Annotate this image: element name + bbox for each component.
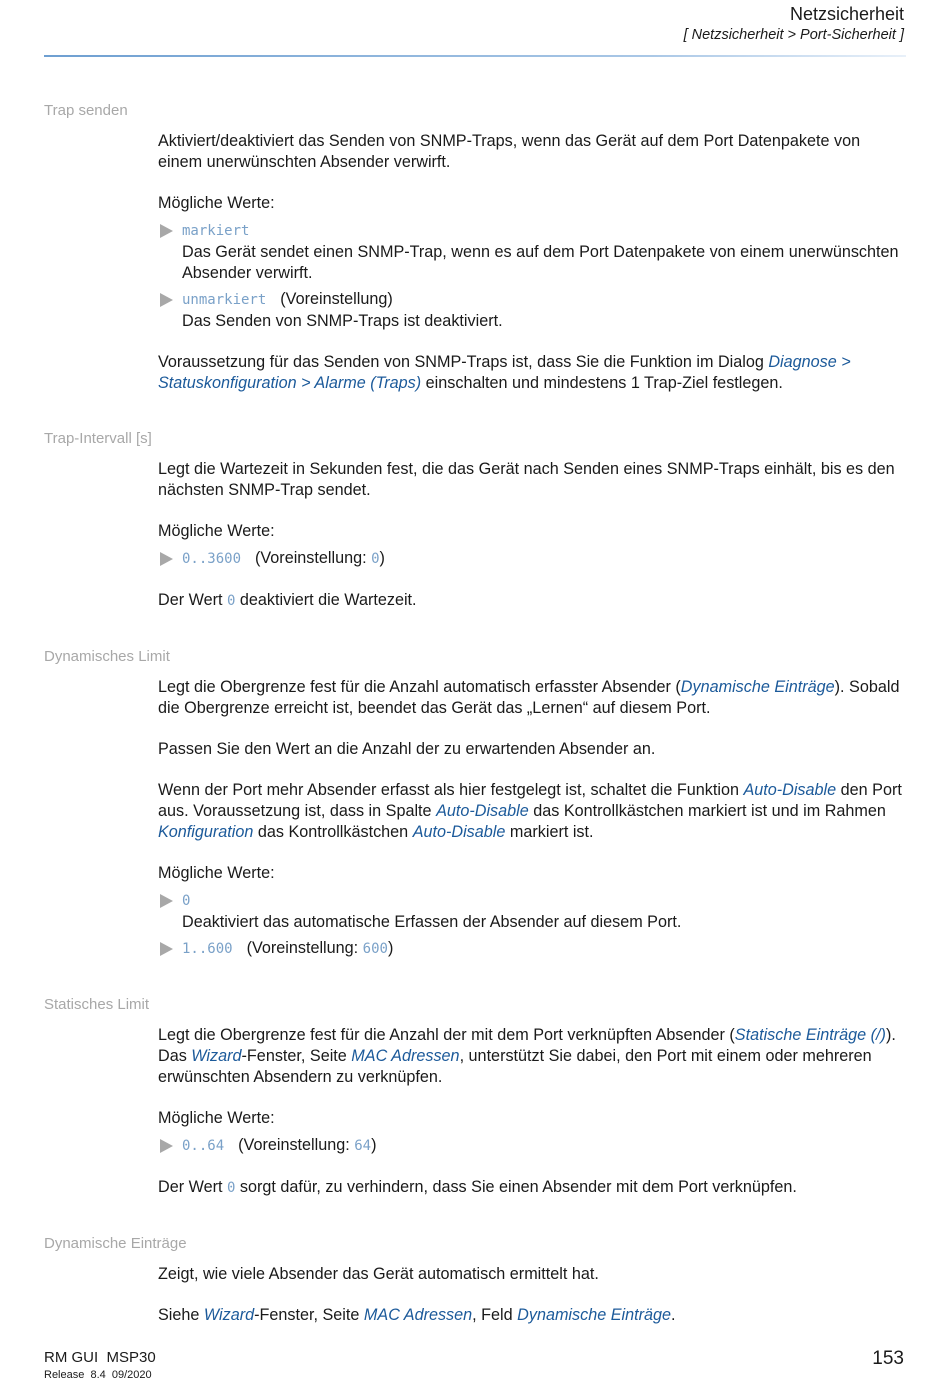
- header-title: Netzsicherheit: [789, 4, 904, 24]
- section-title: Dynamisches Limit: [44, 648, 170, 665]
- page-reference: MAC Adressen: [363, 1306, 473, 1324]
- description: Zeigt, wie viele Absender das Gerät automatisch ermittelt hat.: [158, 1265, 599, 1283]
- value-description: Das Gerät sendet einen SNMP-Trap, wenn es auf dem Port Datenpakete von einem unerwünschten Absender verwirft.: [182, 243, 899, 282]
- text-run: ): [387, 939, 394, 957]
- field-reference: Statische Einträge (/): [734, 1026, 886, 1044]
- text-run: ): [371, 1136, 377, 1154]
- possible-values-label: Mögliche Werte:: [158, 1109, 275, 1127]
- note: [158, 590, 908, 612]
- value-list: [158, 890, 908, 960]
- text-run: deaktiviert die Wartezeit.: [235, 591, 417, 609]
- text-run: -Fenster, Seite: [254, 1306, 364, 1324]
- dialog-reference: Diagnose > Statuskonfiguration > Alarme (Traps): [158, 353, 851, 392]
- default-value: 600: [362, 941, 388, 957]
- section-title: Dynamische Einträge: [44, 1235, 187, 1252]
- page-reference: MAC Adressen: [351, 1047, 460, 1065]
- description: [158, 1025, 908, 1088]
- text-run: Voraussetzung für das Senden von SNMP-Traps ist, dass Sie die Funktion im Dialog: [158, 353, 769, 371]
- text-run: , unterstützt Sie dabei, den Port mit einem oder mehreren erwünschten Absendern zu verknüpfen.: [158, 1047, 872, 1086]
- value-list: [158, 220, 908, 332]
- description: [158, 677, 908, 719]
- column-reference: Auto-Disable: [436, 802, 529, 820]
- possible-values-label: Mögliche Werte:: [158, 864, 275, 882]
- bullet-triangle-icon: [160, 942, 173, 956]
- field-reference: Dynamische Einträge: [680, 678, 835, 696]
- list-item: [158, 938, 908, 960]
- value-code: 0: [182, 893, 191, 909]
- text-run: Legt die Obergrenze fest für die Anzahl automatisch erfasster Absender (: [158, 678, 681, 696]
- section-title: Trap-Intervall [s]: [44, 430, 152, 447]
- list-item: [158, 220, 908, 284]
- list-item: [158, 548, 908, 570]
- checkbox-reference: Auto-Disable: [412, 823, 506, 841]
- value-description: Das Senden von SNMP-Traps ist deaktiviert.: [182, 312, 503, 330]
- default-prefix: (Voreinstellung:: [255, 549, 372, 567]
- function-reference: Auto-Disable: [743, 781, 837, 799]
- text-run: Der Wert: [158, 1178, 227, 1196]
- default-value: 0: [371, 551, 380, 567]
- bullet-triangle-icon: [160, 1139, 173, 1153]
- text-run: den Port aus. Voraussetzung ist, dass in Spalte: [158, 781, 902, 820]
- value-list: [158, 1135, 908, 1157]
- text-run: Siehe: [158, 1306, 204, 1324]
- text-run: das Kontrollkästchen: [253, 823, 413, 841]
- prerequisite-note: [158, 352, 908, 394]
- field-reference: Dynamische Einträge: [517, 1306, 672, 1324]
- value-code: 0..3600: [182, 551, 242, 567]
- frame-reference: Konfiguration: [158, 823, 254, 841]
- section-body: [158, 1264, 908, 1346]
- text-run: .: [671, 1306, 676, 1324]
- section-title: Statisches Limit: [44, 996, 150, 1013]
- default-label: (Voreinstellung): [280, 290, 393, 308]
- section-body: [158, 677, 908, 980]
- section-body: [158, 1025, 908, 1219]
- breadcrumb: [ Netzsicherheit > Port-Sicherheit ]: [683, 27, 904, 43]
- window-reference: Wizard: [203, 1306, 255, 1324]
- value-code: unmarkiert: [182, 292, 267, 308]
- section-body: [158, 459, 908, 632]
- footer-product: RM GUI MSP30: [44, 1349, 156, 1366]
- default-prefix: (Voreinstellung:: [238, 1136, 355, 1154]
- value-code: markiert: [182, 223, 250, 239]
- text-run: -Fenster, Seite: [241, 1047, 352, 1065]
- text-run: Der Wert: [158, 591, 227, 609]
- list-item: [158, 890, 908, 933]
- value-code: 0: [226, 1180, 236, 1196]
- note: [158, 1177, 908, 1199]
- header-divider: [44, 55, 906, 57]
- description: Aktiviert/deaktiviert das Senden von SNMP-Traps, wenn das Gerät auf dem Port Datenpakete von einem unerwünschten Absender verwirft.: [158, 132, 861, 171]
- footer-release: Release 8.4 09/2020: [44, 1369, 152, 1381]
- bullet-triangle-icon: [160, 224, 173, 238]
- text-run: das Kontrollkästchen markiert ist und im Rahmen: [528, 802, 886, 820]
- value-list: [158, 548, 908, 570]
- value-code: 0: [226, 593, 236, 609]
- text-run: Legt die Obergrenze fest für die Anzahl der mit dem Port verknüpften Absender (: [158, 1026, 735, 1044]
- text-run: markiert ist.: [505, 823, 594, 841]
- text-run: ). Das: [158, 1026, 896, 1065]
- default-value: 64: [354, 1138, 372, 1154]
- text-run: ). Sobald die Obergrenze erreicht ist, beendet das Gerät das „Lernen“ auf diesem Port.: [158, 678, 900, 717]
- text-run: sorgt dafür, zu verhindern, dass Sie einen Absender mit dem Port verknüpfen.: [235, 1178, 797, 1196]
- value-code: 0..64: [182, 1138, 225, 1154]
- text-run: Wenn der Port mehr Absender erfasst als hier festgelegt ist, schaltet die Funktion: [158, 781, 744, 799]
- bullet-triangle-icon: [160, 293, 173, 307]
- bullet-triangle-icon: [160, 552, 173, 566]
- paragraph: Passen Sie den Wert an die Anzahl der zu erwartenden Absender an.: [158, 740, 656, 758]
- paragraph: [158, 1305, 908, 1326]
- section-body: [158, 131, 908, 414]
- value-description: Deaktiviert das automatische Erfassen der Absender auf diesem Port.: [182, 913, 682, 931]
- possible-values-label: Mögliche Werte:: [158, 194, 275, 212]
- default-prefix: (Voreinstellung:: [246, 939, 363, 957]
- section-title: Trap senden: [44, 102, 128, 119]
- text-run: ): [379, 549, 385, 567]
- page-number: 153: [872, 1348, 904, 1369]
- possible-values-label: Mögliche Werte:: [158, 522, 275, 540]
- window-reference: Wizard: [191, 1047, 242, 1065]
- text-run: einschalten und mindestens 1 Trap-Ziel festlegen.: [421, 374, 783, 392]
- bullet-triangle-icon: [160, 894, 173, 908]
- list-item: [158, 289, 908, 332]
- list-item: [158, 1135, 908, 1157]
- value-code: 1..600: [182, 941, 233, 957]
- paragraph: [158, 780, 908, 843]
- description: Legt die Wartezeit in Sekunden fest, die das Gerät nach Senden eines SNMP-Traps einhält, bis es den nächsten SNMP-Trap sendet.: [158, 460, 895, 499]
- text-run: , Feld: [472, 1306, 518, 1324]
